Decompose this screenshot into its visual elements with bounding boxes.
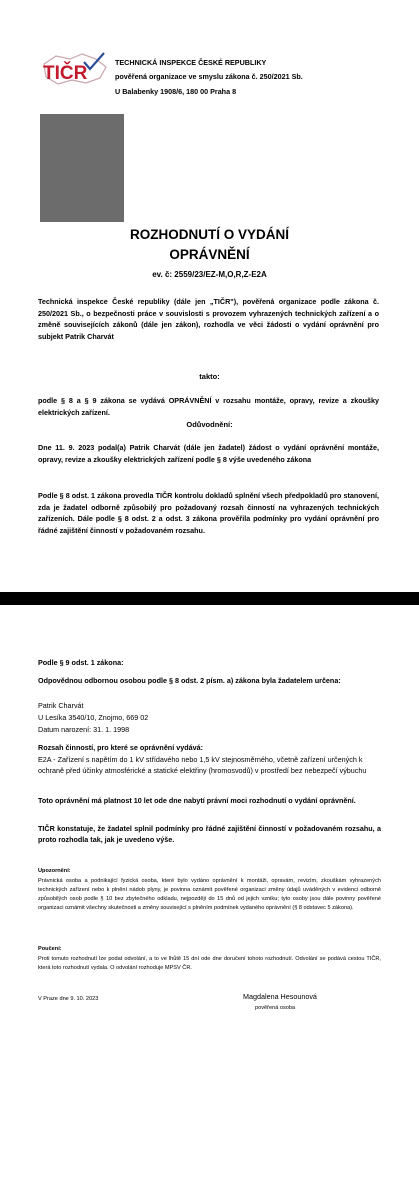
appeal-heading: Poučení: [38, 946, 62, 952]
reasoning-paragraph-2: Podle § 8 odst. 1 zákona provedla TIČR kontrolu dokladů splnění všech předpokladů pro stanovení, zda je žadatel odborně způsobilý pro požadovaný rozsah činností na vyhrazených technických zařízeních. Dále podle § 8 odst. 2 a odst. 3 zákona prověřila podmínky pro vydání oprávnění pro řádné zajištění činností v požadovaném rozsahu. [38, 491, 379, 535]
reference-number: ev. č: 2559/23/EZ-M,O,R,Z-E2A [152, 270, 267, 279]
scope-text: E2A - Zařízení s napětím do 1 kV střídavého nebo 1,5 kV stejnosměrného, včetně zařízení určených k ochraně před účinky atmosférické a statické elektřiny (hromosvodů) v prostředí bez nebezpečí výbuchu [38, 755, 367, 775]
document-page-1 [0, 0, 419, 592]
org-address: U Balabenky 1908/6, 180 00 Praha 8 [115, 87, 237, 96]
place-date: V Praze dne 9. 10. 2023 [38, 996, 99, 1002]
person-address: U Lesíka 3540/10, Znojmo, 669 02 [38, 713, 149, 722]
signer-name: Magdalena Hesounová [243, 992, 317, 1001]
svg-text:TIČR: TIČR [43, 63, 88, 84]
document-title-line1: ROZHODNUTÍ O VYDÁNÍ [129, 227, 289, 242]
appeal-text: Proti tomuto rozhodnutí lze podat odvolání, a to ve lhůtě 15 dní ode dne doručení tohoto rozhodnutí. Odvolání se podává cestou TIČR, která toto rozhodnutí vydala. O odvolání rozhoduje MPSV ČR. [38, 956, 381, 971]
page-separator [0, 592, 419, 605]
czech-map-logo-icon [38, 50, 110, 90]
person-dob: Datum narození: 31. 1. 1998 [38, 725, 130, 734]
person-name: Patrik Charvát [38, 701, 84, 710]
redacted-photo [40, 114, 124, 222]
notice-heading: Upozornění: [38, 868, 71, 874]
takto-label: takto: [199, 372, 220, 381]
intro-paragraph: Technická inspekce České republiky (dále jen „TIČR"), pověřená organizace podle zákona č. 250/2021 Sb., o bezpečnosti práce v souvislosti s provozem vyhrazených technických zařízení a o změně souvisejících zákonů (dále jen zákon), rozhodla ve věci žádosti o vydání oprávnění pro subjekt Patrik Charvát [38, 297, 379, 341]
document-title-line2: OPRÁVNĚNÍ [169, 247, 250, 262]
scope-heading: Rozsah činností, pro které se oprávnění vydává: [38, 743, 203, 752]
reasoning-heading: Odůvodnění: [186, 420, 233, 429]
responsible-person-heading: Odpovědnou odbornou osobou podle § 8 odst. 2 písm. a) zákona byla žadatelem určena: [38, 676, 341, 685]
section-heading: Podle § 9 odst. 1 zákona: [38, 658, 124, 667]
ticr-logo [38, 50, 110, 90]
org-name: TECHNICKÁ INSPEKCE ČESKÉ REPUBLIKY [115, 58, 267, 67]
conclusion-text: TIČR konstatuje, že žadatel splnil podmínky pro řádné zajištění činností v požadovaném rozsahu, a proto rozhodla tak, jak je uvedeno výše. [38, 824, 381, 844]
notice-text: Právnická osoba a podnikající fyzická osoba, které bylo vydáno oprávnění k montáži, opravám, revizím, zkouškám vyhrazených technických zařízení nebo k plnění nádob plyny, je povinna oznámit pověřené organizaci změny údajů uváděných v evidenci odborně způsobilých osob podle § 10 bez zbytečného odkladu, nejpozději do 15 dnů od jejich vzniku; tyto osoby jsou dále povinny pověřené organizaci oznámit všechny skutečnosti a změny související s plněním podmínek vydaného oprávnění (§ 8 odstavec 5 zákona). [38, 878, 381, 911]
reasoning-paragraph-1: Dne 11. 9. 2023 podal(a) Patrik Charvát (dále jen žadatel) žádost o vydání oprávnění montáže, opravy, revize a zkoušky elektrických zařízení podle § 8 výše uvedeného zákona [38, 443, 379, 464]
org-line2: pověřená organizace ve smyslu zákona č. 250/2021 Sb. [115, 72, 303, 81]
validity-text: Toto oprávnění má platnost 10 let ode dne nabytí právní moci rozhodnutí o vydání oprávnění. [38, 796, 356, 805]
signer-role: pověřená osoba [255, 1005, 296, 1011]
document-page-2 [0, 605, 419, 1200]
decision-paragraph: podle § 8 a § 9 zákona se vydává OPRÁVNĚNÍ v rozsahu montáže, opravy, revize a zkoušky elektrických zařízení. [38, 396, 379, 417]
